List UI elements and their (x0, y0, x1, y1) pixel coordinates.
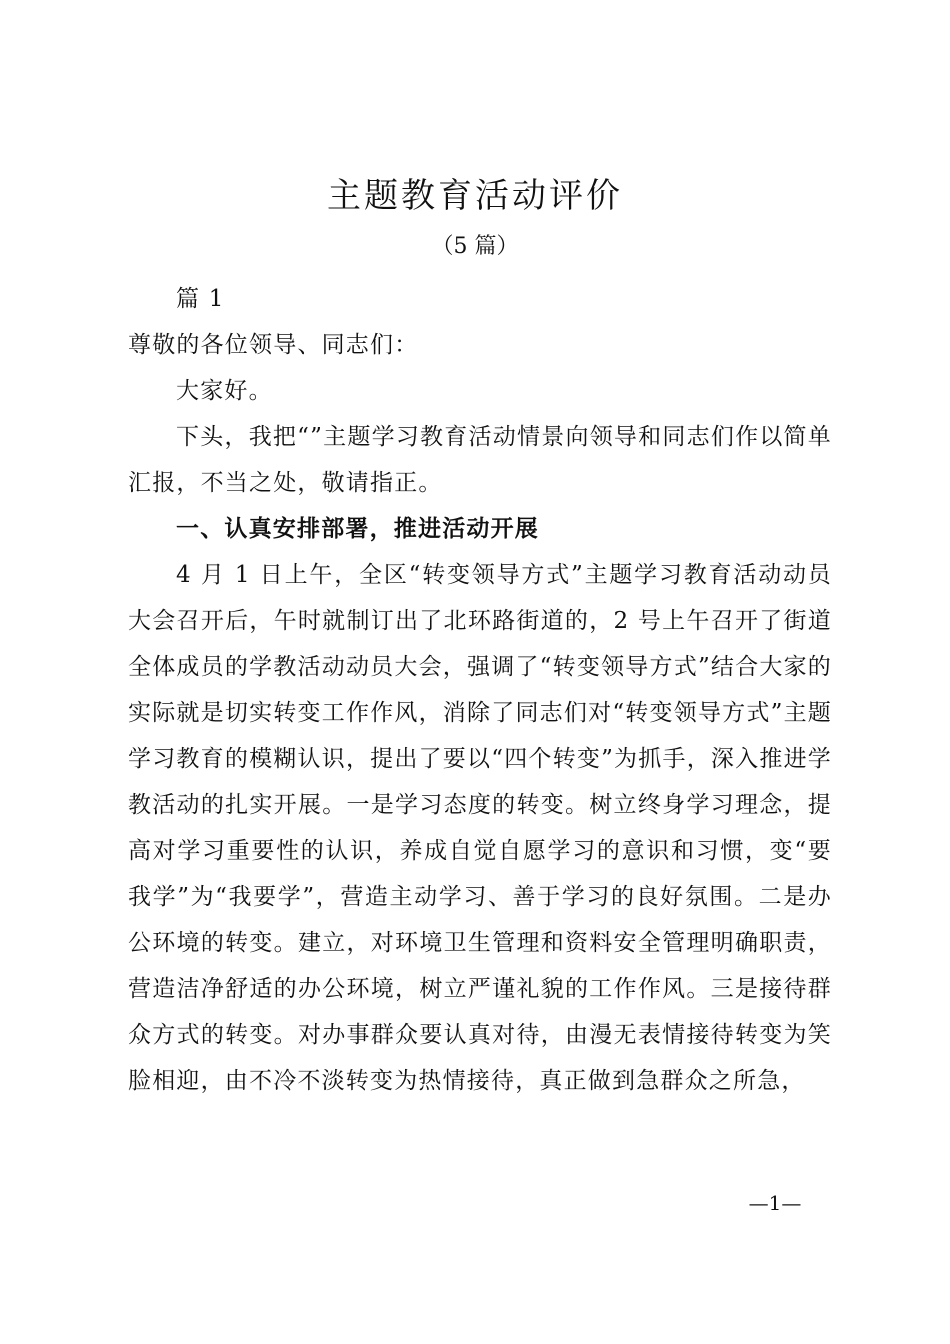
greeting: 大家好。 (176, 378, 273, 404)
document-title: 主题教育活动评价 (327, 176, 623, 216)
section-heading: 一、认真安排部署，推进活动开展 (176, 516, 539, 542)
body-paragraph: 4 月 1 日上午，全区“转变领导方式”主题学习教育活动动员大会召开后，午时就制订出了北环路街道的，2 号上午召开了街道全体成员的学教活动动员大会，强调了“转变领导方式”结合大家的实际就是切实转变工作作风，消除了同志们对“转变领导方式”主题学习教育的模糊认识，提出了要以“四个转变”为抓手，深入推进学教活动的扎实开展。一是学习态度的转变。树立终身学习理念，提高对学习重要性的认识，养成自觉自愿学习的意识和习惯，变“要我学”为“我要学”，营造主动学习、善于学习的良好氛围。二是办公环境的转变。建立，对环境卫生管理和资料安全管理明确职责，营造洁净舒适的办公环境，树立严谨礼貌的工作作风。三是接待群众方式的转变。对办事群众要认真对待，由漫无表情接待转变为笑脸相迎，由不冷不淡转变为热情接待，真正做到急群众之所急， (128, 562, 832, 1094)
intro-paragraph: 下头，我把“”主题学习教育活动情景向领导和同志们作以简单汇报，不当之处，敬请指正。 (128, 424, 832, 496)
document-subtitle: （5 篇） (431, 234, 519, 259)
section-label: 篇 1 (176, 286, 225, 312)
page-number: —1— (748, 1191, 802, 1215)
salutation: 尊敬的各位领导、同志们： (128, 332, 419, 358)
document-body (128, 276, 832, 1104)
